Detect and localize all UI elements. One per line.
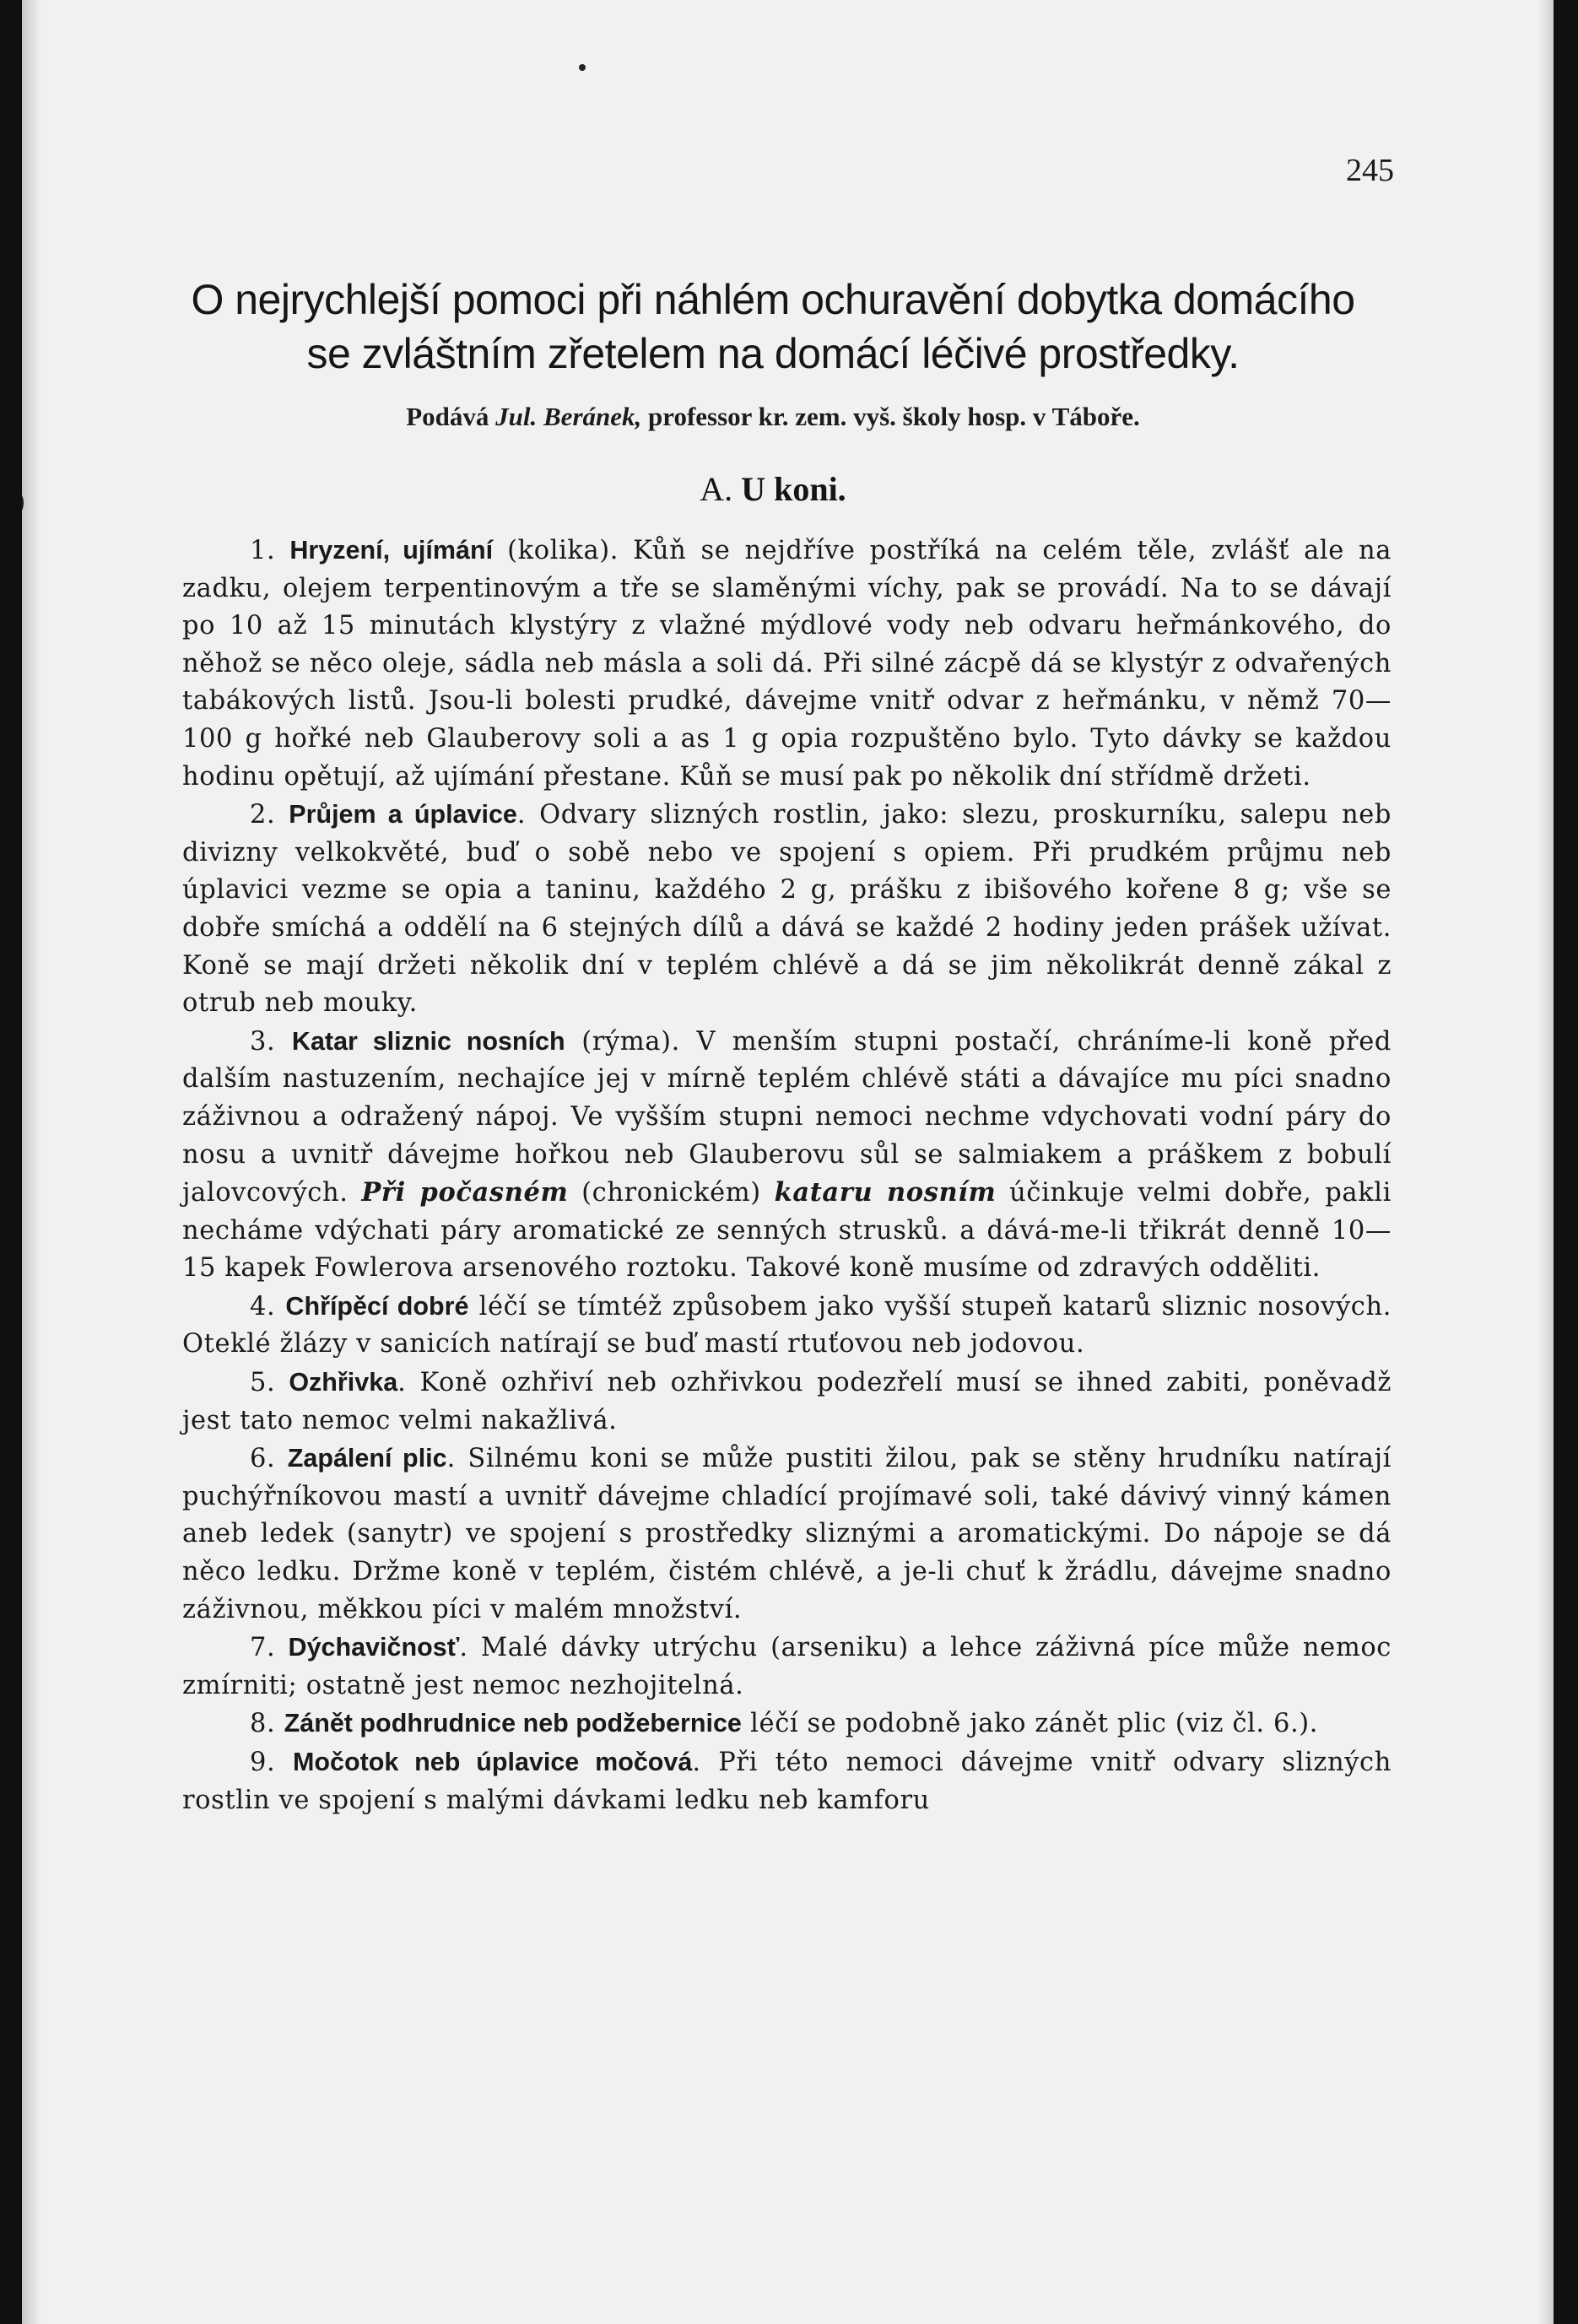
paragraph-text: (kolika). Kůň se nejdříve postříká na celém těle, zvlášť ale na zadku, olejem terpentinovým a tře se slaměnými víchy, pak se provádí. Na to se dávají po 10 až 15 minutách klystýry z vlažné mýdlové vody neb odvaru heřmánkového, do něhož se něco oleje, sádla neb másla a soli dá. Při silné zácpě dá se klystýr z odvařených tabákových listů. Jsou-li bolesti prudké, dávejme vnitř odvar z heřmánku, v němž 70—100 g hořké neb Glauberovy soli a as 1 g opia rozpuštěno bylo. Tyto dávky se každou hodinu opětují, až ujímání přestane. Kůň se musí pak po několik dní střídmě držeti. — [182, 536, 1392, 792]
article-title — [149, 273, 1397, 381]
paragraph-emphasis: kataru nosním — [774, 1177, 997, 1208]
paragraph-emphasis: Při počasném — [361, 1177, 569, 1208]
paragraph-text: účinkuje velmi dobře, pakli necháme vdýchati páry aromatické ze senných strusků. a dává-me-li třikrát denně 10—15 kapek Fowlerova arsenového roztoku. Takové koně musíme od zdravých odděliti. — [182, 1178, 1392, 1284]
byline-author: Jul. Beránek, — [495, 402, 642, 431]
paragraph-heading: Chřípěcí dobré — [285, 1291, 469, 1321]
paragraph-text: léčí se tímtéž způsobem jako vyšší stupeň katarů sliznic nosových. Oteklé žlázy v sanicích natírají se buď mastí rtuťovou neb jodovou. — [182, 1291, 1392, 1359]
paragraph-number: 1. — [250, 536, 290, 565]
paragraph-6 — [182, 1440, 1392, 1629]
byline-prefix: Podává — [406, 402, 496, 431]
paragraph-heading: Dýchavičnosť — [288, 1633, 460, 1662]
paragraph-number: 9. — [250, 1748, 293, 1777]
paragraph-heading: Katar sliznic nosních — [291, 1026, 565, 1056]
paragraph-number: 4. — [250, 1291, 286, 1321]
document-page — [22, 0, 1554, 2324]
paragraph-7 — [182, 1629, 1392, 1705]
section-heading — [149, 469, 1397, 509]
byline-suffix: professor kr. zem. vyš. školy hosp. v Táboře. — [641, 402, 1140, 431]
paragraph-heading: Průjem a úplavice — [289, 800, 517, 830]
paragraph-number: 5. — [250, 1368, 289, 1398]
scan-speck — [579, 64, 586, 71]
paragraph-text: . Při této nemoci dávejme vnitř odvary slizných rostlin ve spojení s malými dávkami ledku neb kamforu — [182, 1748, 1392, 1815]
paragraph-text: . Malé dávky utrýchu (arseniku) a lehce záživná píce může nemoc zmírniti; ostatně jest nemoc nezhojitelná. — [182, 1633, 1392, 1700]
paragraph-text: . Silnému koni se může pustiti žilou, pak se stěny hrudníku natírají puchýřníkovou mastí a uvnitř dávejme chladící projímavé soli, také dávivý vinný kámen aneb ledek (sanytr) ve spojení s prostředky sliznými a aromatickými. Do nápoje se dá něco ledku. Držme koně v teplém, čistém chlévě, a je-li chuť k žrádlu, dávejme snadno záživnou, měkkou píci v malém množství. — [182, 1444, 1392, 1624]
section-title: U koni. — [741, 470, 846, 508]
byline — [149, 402, 1397, 432]
paragraph-1 — [182, 532, 1392, 796]
paragraph-4 — [182, 1288, 1392, 1364]
paragraph-8 — [182, 1705, 1392, 1743]
page-number: 245 — [1346, 153, 1394, 188]
paragraph-heading: Ozhřivka — [289, 1368, 398, 1397]
paragraph-number: 8. — [250, 1709, 284, 1739]
paragraph-heading: Hryzení, ujímání — [289, 536, 494, 565]
paragraph-text: . Koně ozhřiví neb ozhřivkou podezřelí musí se ihned zabiti, poněvadž jest tato nemoc velmi nakažlivá. — [182, 1368, 1392, 1435]
paragraph-2 — [182, 796, 1392, 1023]
paragraph-number: 6. — [250, 1444, 288, 1474]
paragraph-3 — [182, 1023, 1392, 1288]
paragraph-text: (rýma). V menším stupni postačí, chráníme-li koně před dalším nastuzením, nechajíce jej v mírně teplém chlévě státi a dávajíce mu píci snadno záživnou a odražený nápoj. Ve vyšším stupni nemoci nechme vdychovati vodní páry do nosu a uvnitř dávejme hořkou neb Glauberovu sůl se salmiakem a práškem z bobulí jalovcových. — [182, 1026, 1392, 1208]
paragraph-number: 7. — [250, 1633, 289, 1663]
title-line-2: se zvláštním zřetelem na domácí léčivé prostředky. — [306, 330, 1240, 377]
paragraph-9 — [182, 1743, 1392, 1819]
scan-speck — [22, 494, 24, 512]
paragraph-heading: Močotok neb úplavice močová — [292, 1748, 693, 1776]
paragraph-5 — [182, 1364, 1392, 1440]
paragraph-heading: Zapálení plic — [287, 1444, 447, 1473]
paragraph-number: 3. — [250, 1026, 292, 1057]
paragraph-heading: Zánět podhrudnice neb podžebernice — [284, 1709, 742, 1738]
paragraph-text: . Odvary slizných rostlin, jako: slezu, proskurníku, salepu neb divizny velkokvěté, buď o sobě nebo ve spojení s opiem. Při prudkém průjmu neb úplavici vezme se opia a taninu, každého 2 g, prášku z ibišového kořene 8 g; vše se dobře smíchá a oddělí na 6 stejných dílů a dává se každé 2 hodiny jeden prášek užívat. Koně se mají držeti několik dní v teplém chlévě a dá se jim několikrát denně zákal z otrub neb mouky. — [182, 800, 1392, 1019]
section-letter: A. — [700, 470, 742, 508]
title-line-1: O nejrychlejší pomoci při náhlém ochuravění dobytka domácího — [191, 276, 1355, 323]
paragraph-text: (chronickém) — [568, 1178, 775, 1208]
paragraph-number: 2. — [250, 800, 289, 830]
article-body — [182, 532, 1392, 1819]
paragraph-text: léčí se podobně jako zánět plic (viz čl. 6.). — [741, 1709, 1319, 1739]
